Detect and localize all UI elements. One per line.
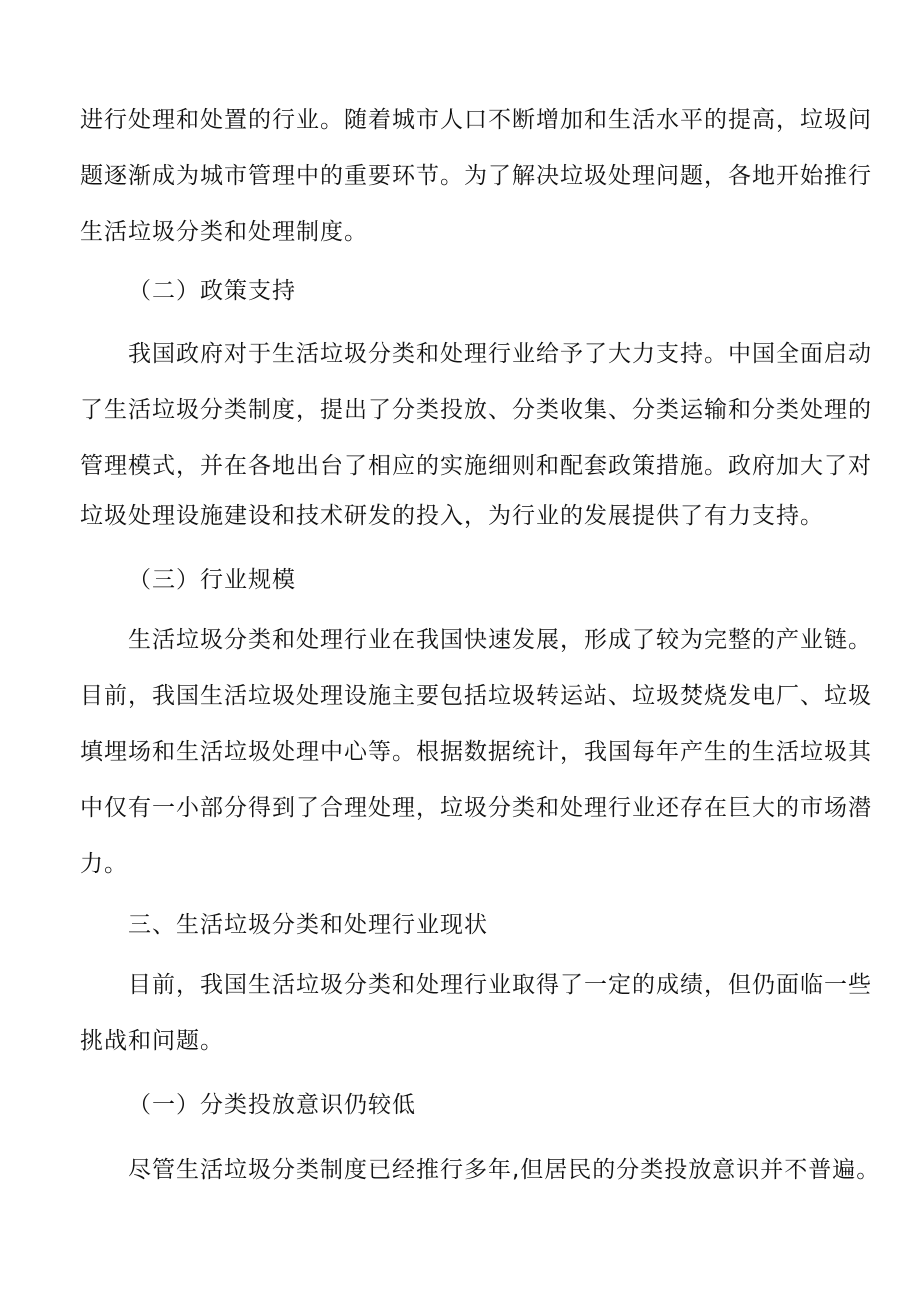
paragraph-line: 题逐渐成为城市管理中的重要环节。为了解决垃圾处理问题，各地开始推行 bbox=[80, 163, 872, 189]
subheading-industry-scale: （三）行业规模 bbox=[128, 567, 296, 593]
paragraph-line: 进行处理和处置的行业。随着城市人口不断增加和生活水平的提高，垃圾问 bbox=[80, 107, 872, 133]
paragraph-line: 了生活垃圾分类制度，提出了分类投放、分类收集、分类运输和分类处理的 bbox=[80, 397, 872, 423]
section-heading-current-status: 三、生活垃圾分类和处理行业现状 bbox=[128, 912, 488, 938]
paragraph-line: 填埋场和生活垃圾处理中心等。根据数据统计，我国每年产生的生活垃圾其 bbox=[80, 739, 872, 765]
paragraph-line: 挑战和问题。 bbox=[80, 1028, 224, 1054]
paragraph-line: 目前，我国生活垃圾分类和处理行业取得了一定的成绩，但仍面临一些 bbox=[128, 972, 872, 998]
paragraph-line: 目前，我国生活垃圾处理设施主要包括垃圾转运站、垃圾焚烧发电厂、垃圾 bbox=[80, 683, 872, 709]
paragraph-line: 我国政府对于生活垃圾分类和处理行业给予了大力支持。中国全面启动 bbox=[128, 341, 872, 367]
paragraph-line: 生活垃圾分类和处理制度。 bbox=[80, 219, 368, 245]
paragraph-line: 垃圾处理设施建设和技术研发的投入，为行业的发展提供了有力支持。 bbox=[80, 503, 824, 529]
subheading-awareness: （一）分类投放意识仍较低 bbox=[128, 1092, 416, 1118]
paragraph-line: 力。 bbox=[80, 851, 128, 877]
paragraph-line: 中仅有一小部分得到了合理处理，垃圾分类和处理行业还存在巨大的市场潜 bbox=[80, 795, 872, 821]
paragraph-line: 尽管生活垃圾分类制度已经推行多年,但居民的分类投放意识并不普遍。 bbox=[128, 1157, 881, 1183]
paragraph-line: 管理模式，并在各地出台了相应的实施细则和配套政策措施。政府加大了对 bbox=[80, 453, 872, 479]
subheading-policy-support: （二）政策支持 bbox=[128, 278, 296, 304]
paragraph-line: 生活垃圾分类和处理行业在我国快速发展，形成了较为完整的产业链。 bbox=[128, 627, 872, 653]
